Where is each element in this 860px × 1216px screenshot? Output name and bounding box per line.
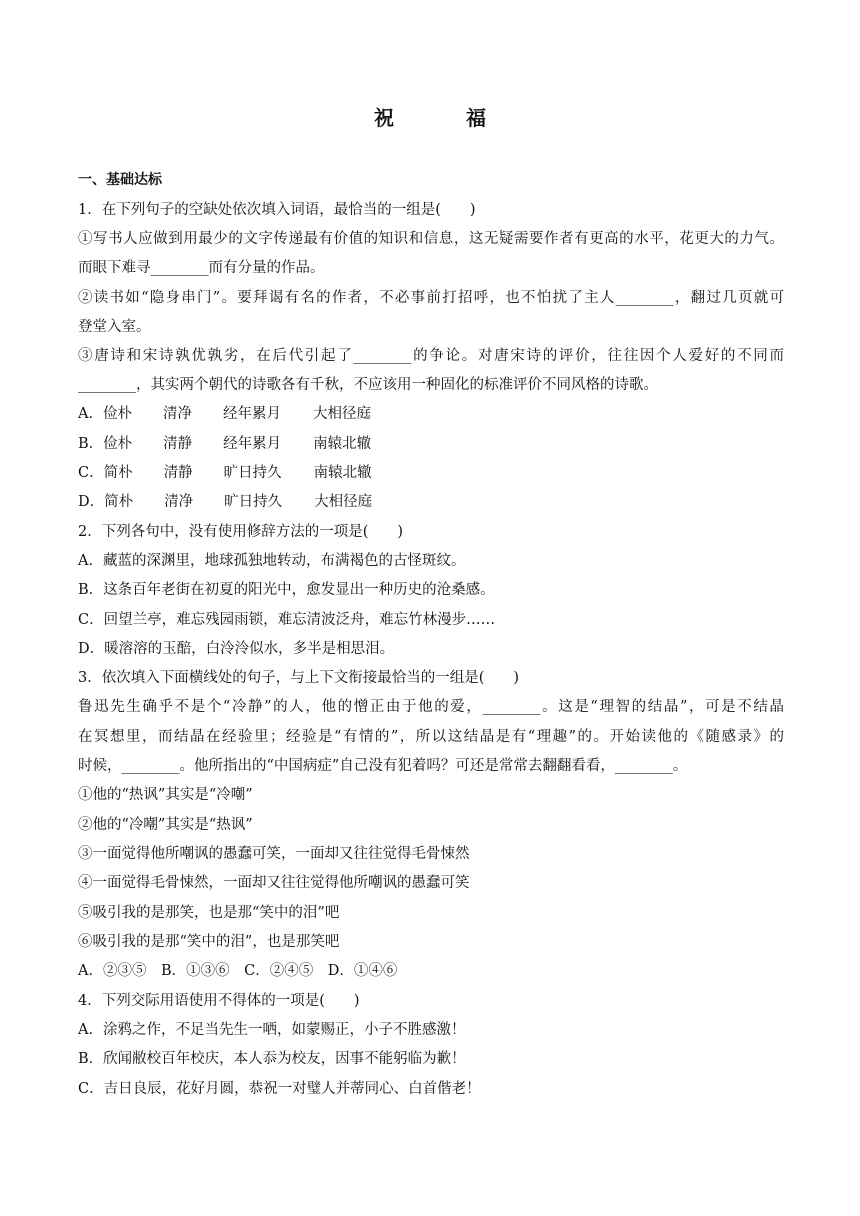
option-word: 经年累月: [222, 406, 281, 422]
q1-option-b: [78, 434, 784, 454]
question-1-stem: 1．在下列句子的空缺处依次填入词语，最恰当的一组是( ): [78, 202, 476, 218]
option-word: 大相径庭: [314, 494, 373, 510]
q1-sentence-1: ①写书人应做到用最少的文字传递最有价值的知识和信息，这无疑需要作者有更高的水平，花更大的力气。: [78, 231, 784, 247]
q1-sentence-1-cont: 而眼下难寻________而有分量的作品。: [78, 260, 325, 276]
q2-option-a: A．藏蓝的深渊里，地球孤独地转动，布满褐色的古怪斑纹。: [78, 553, 466, 569]
q3-item-3: ③一面觉得他所嘲讽的愚蠢可笑，一面却又往往觉得毛骨悚然: [78, 846, 470, 862]
q3-item-6: ⑥吸引我的是那“笑中的泪”，也是那笑吧: [78, 934, 340, 950]
option-letter: C．: [78, 465, 104, 481]
question-4-stem: 4．下列交际用语使用不得体的一项是( ): [78, 993, 360, 1009]
option-word: 清净: [164, 494, 194, 510]
option-word: 俭朴: [102, 406, 132, 422]
q3-item-5: ⑤吸引我的是那笑，也是那“笑中的泪”吧: [78, 905, 340, 921]
q1-sentence-3-cont: ________，其实两个朝代的诗歌各有千秋，不应该用一种固化的标准评价不同风格的诗歌。: [78, 377, 658, 393]
q2-option-b: B．这条百年老街在初夏的阳光中，愈发显出一种历史的沧桑感。: [78, 582, 495, 598]
option-word: 清静: [163, 465, 193, 481]
q3-passage-line-2: 在冥想里，而结晶在经验里；经验是“有情的”，所以这结晶是有“理趣”的。开始读他的《随感录》的: [78, 729, 784, 745]
option-word: 旷日持久: [224, 494, 283, 510]
q2-option-c: C．回望兰亭，难忘残园雨锁，难忘清波泛舟，难忘竹林漫步……: [78, 612, 496, 628]
option-letter: A．: [78, 406, 103, 422]
q3-item-4: ④一面觉得毛骨悚然，一面却又往往觉得他所嘲讽的愚蠢可笑: [78, 875, 470, 891]
option-word: 俭朴: [103, 436, 133, 452]
option-word: 简朴: [103, 465, 133, 481]
q1-option-a: [78, 404, 784, 424]
q1-sentence-2-cont: 登堂入室。: [78, 319, 151, 335]
option-word: 经年累月: [223, 436, 282, 452]
option-word: 南辕北辙: [313, 465, 372, 481]
option-word: 南辕北辙: [313, 436, 372, 452]
q3-item-1: ①他的“热讽”其实是“冷嘲”: [78, 787, 253, 803]
option-word: 旷日持久: [223, 465, 282, 481]
q3-passage-line-1: 鲁迅先生确乎不是个“冷静”的人，他的憎正由于他的爱，________。这是“理智的结晶”，可是不结晶: [78, 699, 784, 715]
option-word: 清净: [162, 406, 192, 422]
q1-sentence-3: ③唐诗和宋诗孰优孰劣，在后代引起了________的争论。对唐宋诗的评价，往往因个人爱好的不同而: [78, 348, 784, 364]
option-word: 清静: [163, 436, 193, 452]
question-3-stem: 3．依次填入下面横线处的句子，与上下文衔接最恰当的一组是( ): [78, 670, 520, 686]
question-2-stem: 2．下列各句中，没有使用修辞方法的一项是( ): [78, 524, 404, 540]
page-title: 祝 福: [374, 106, 512, 130]
q1-option-c: [78, 463, 784, 483]
q2-option-d: D．暖溶溶的玉醅，白泠泠似水，多半是相思泪。: [78, 641, 395, 657]
q3-answer-options: A．②③⑤ B．①③⑥ C．②④⑤ D．①④⑥: [78, 963, 398, 979]
q3-passage-line-3: 时候，________。他所指出的“中国病症”自己没有犯着吗？可还是常常去翻翻看看，________。: [78, 758, 688, 774]
q4-option-b: B．欣闻敝校百年校庆，本人忝为校友，因事不能躬临为歉！: [78, 1051, 466, 1067]
option-word: 大相径庭: [312, 406, 371, 422]
q4-option-c: C．吉日良辰，花好月圆，恭祝一对璧人并蒂同心、白首偕老！: [78, 1081, 481, 1097]
q4-option-a: A．涂鸦之作，不足当先生一哂，如蒙赐正，小子不胜感激！: [78, 1022, 466, 1038]
option-letter: D．: [78, 494, 105, 510]
q3-item-2: ②他的“冷嘲”其实是“热讽”: [78, 817, 253, 833]
option-letter: B．: [78, 436, 104, 452]
q1-sentence-2: ②读书如“隐身串门”。要拜谒有名的作者，不必事前打招呼，也不怕扰了主人________，翻过几页就可: [78, 290, 784, 306]
option-word: 简朴: [104, 494, 134, 510]
q1-option-d: [78, 492, 784, 512]
section-heading: 一、基础达标: [78, 172, 162, 188]
